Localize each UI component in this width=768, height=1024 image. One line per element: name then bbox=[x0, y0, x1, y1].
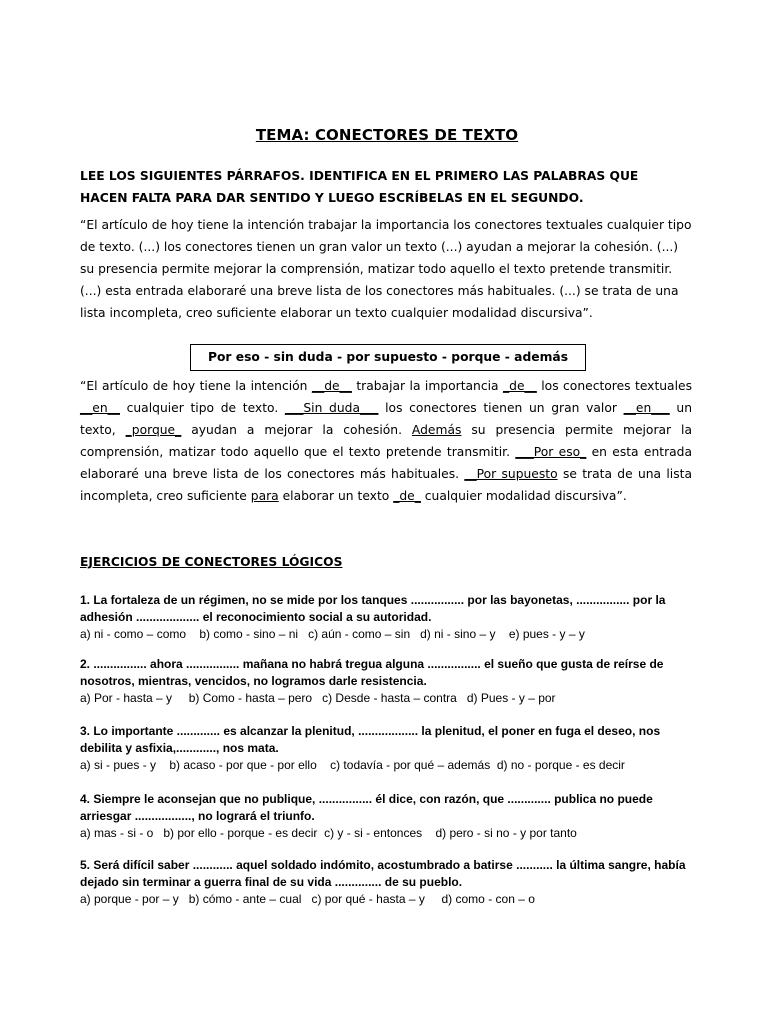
exercise-item bbox=[80, 857, 694, 908]
word-bank-box: Por eso - sin duda - por supuesto - porque - además bbox=[190, 344, 586, 371]
filled-blank: _porque_ bbox=[125, 423, 182, 437]
filled-blank: para bbox=[250, 489, 279, 503]
text-segment: trabajar la importancia bbox=[351, 379, 503, 393]
filled-blank: Además bbox=[411, 423, 462, 437]
text-segment: en esta entrada elaboraré una breve lista de los conectores más habituales. bbox=[80, 445, 693, 481]
filled-blank: ___Sin duda___ bbox=[284, 401, 379, 415]
exercise-question: 1. La fortaleza de un régimen, no se mide por los tanques ................ por las bayonetas, ................ por la adhesión ................... el reconocimiento social a su autoridad. bbox=[80, 593, 666, 624]
text-segment: los conectores tienen un gran valor bbox=[378, 401, 624, 415]
paragraph-completed bbox=[80, 375, 692, 507]
exercise-options: a) porque - por – y b) cómo - ante – cual c) por qué - hasta – y d) como - con – o bbox=[80, 892, 535, 906]
exercise-item bbox=[80, 592, 694, 643]
filled-blank: __en___ bbox=[623, 401, 670, 415]
text-segment: los conectores textuales bbox=[536, 379, 692, 393]
exercise-item bbox=[80, 723, 694, 774]
text-segment: cualquier tipo de texto. bbox=[119, 401, 285, 415]
exercise-options: a) mas - si - o b) por ello - porque - es decir c) y - si - entonces d) pero - si no - y por tanto bbox=[80, 826, 577, 840]
paragraph-original: “El artículo de hoy tiene la intención trabajar la importancia los conectores textuales cualquier tipo de texto. (...) los conectores tienen un gran valor un texto (...) ayudan a mejorar la cohesión. (...) su presencia permite mejorar la comprensión, matizar todo aquello el texto pretende transmitir. (...) esta entrada elaboraré una breve lista de los conectores más habituales. (...) se trata de una lista incompleta, creo suficiente elaborar un texto cualquier modalidad discursiva”. bbox=[80, 218, 692, 320]
filled-blank: _de__ bbox=[503, 379, 537, 393]
filled-blank: __en__ bbox=[80, 401, 120, 415]
exercise-options: a) ni - como – como b) como - sino – ni c) aún - como – sin d) ni - sino – y e) pues - y – y bbox=[80, 627, 585, 641]
filled-blank: _de_ bbox=[393, 489, 421, 503]
filled-blank: __de__ bbox=[311, 379, 352, 393]
exercise-question: 4. Siempre le aconsejan que no publique, ................ él dice, con razón, que ............. publica no puede arriesgar ................., no logrará el triunfo. bbox=[80, 792, 653, 823]
exercise-options: a) Por - hasta – y b) Como - hasta – pero c) Desde - hasta – contra d) Pues - y – por bbox=[80, 691, 556, 705]
filled-blank: ___Por eso_ bbox=[515, 445, 587, 459]
text-segment: cualquier modalidad discursiva”. bbox=[420, 489, 627, 503]
exercise-question: 2. ................ ahora ................ mañana no habrá tregua alguna ................ el sueño que gusta de reírse de nosotros, mientras, vencidos, no logramos darle resistencia. bbox=[80, 657, 664, 688]
instructions: LEE LOS SIGUIENTES PÁRRAFOS. IDENTIFICA EN EL PRIMERO LAS PALABRAS QUE HACEN FALTA PARA DAR SENTIDO Y LUEGO ESCRÍBELAS EN EL SEGUNDO. bbox=[80, 169, 639, 205]
text-segment: se trata de una lista incompleta, creo suficiente bbox=[80, 467, 692, 503]
exercises-heading: EJERCICIOS DE CONECTORES LÓGICOS bbox=[80, 555, 343, 569]
page-title: TEMA: CONECTORES DE TEXTO bbox=[255, 126, 519, 144]
exercise-item bbox=[80, 656, 694, 707]
text-segment: ayudan a mejorar la cohesión. bbox=[181, 423, 412, 437]
text-segment: “El artículo de hoy tiene la intención bbox=[80, 379, 312, 393]
exercise-question: 3. Lo importante ............. es alcanzar la plenitud, .................. la plenitud, el poner en fuga el deseo, nos debilita y asfixia,............, nos mata. bbox=[80, 724, 661, 755]
exercise-item bbox=[80, 791, 694, 842]
exercise-options: a) si - pues - y b) acaso - por que - por ello c) todavía - por qué – además d) no - porque - es decir bbox=[80, 758, 625, 772]
filled-blank: __Por supuesto bbox=[464, 467, 558, 481]
text-segment: elaborar un texto bbox=[278, 489, 394, 503]
text-segment: un texto, bbox=[80, 401, 692, 437]
text-segment: su presencia permite mejorar la comprensión, matizar todo aquello que el texto pretende transmitir. bbox=[80, 423, 692, 459]
exercise-question: 5. Será difícil saber ............ aquel soldado indómito, acostumbrado a batirse ........... la última sangre, había dejado sin terminar a guerra final de su vida .............. de su pueblo. bbox=[80, 858, 686, 889]
